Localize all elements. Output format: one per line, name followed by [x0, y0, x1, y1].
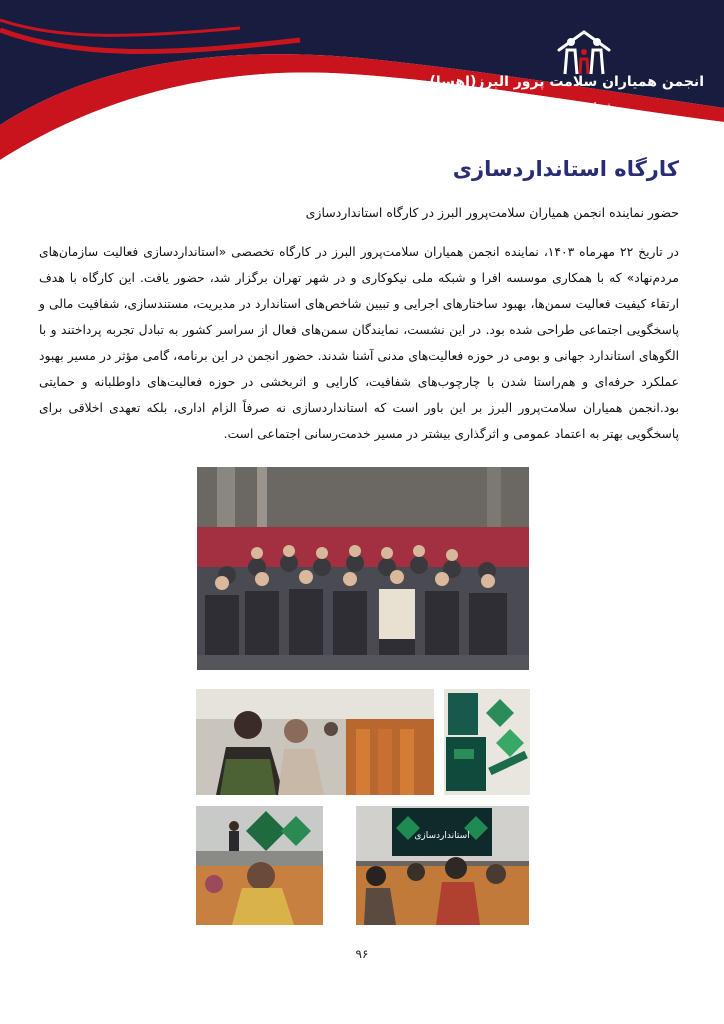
presentation-screen-icon	[356, 806, 529, 925]
article-body: در تاریخ ۲۲ مهرماه ۱۴۰۳، نماینده انجمن همیاران سلامت‌پرور البرز در کارگاه تخصصی «استانداردسازی فعالیت سازمان‌های مردم‌نهاد» که با همکاری موسسه افرا و شبکه ملی نیکوکاری و در شهر تهران برگزار شد، حضور یافت. این کارگاه با هدف ارتقاء کیفیت فعالیت سمن‌ها، بهبود ساختارهای اجرایی و تبیین شاخص‌های استاندارد در مدیریت، مستندسازی، شفافیت مالی و پاسخگویی اجتماعی طراحی شده بود. در این نشست، نمایندگان سمن‌های فعال از سراسر کشور به تبادل تجربه پرداختند و با الگوهای استاندارد جهانی و بومی در حوزه فعالیت‌های مدنی آشنا شدند. حضور انجمن در این برنامه، گامی مؤثر در مسیر بهبود عملکرد حرفه‌ای و هم‌راستا شدن با چارچوب‌های شفافیت، کارایی و اثربخشی در حوزه فعالیت‌های داوطلبانه و حمایتی بود.انجمن همیاران سلامت‌پرور البرز بر این باور است که استانداردسازی نه صرفاً الزام اداری، بلکه تعهدی اخلاقی برای پاسخگویی بهتر به اعتماد عمومی و اثرگذاری بیشتر در مسیر خدمت‌رسانی اجتماعی است.	[39, 245, 679, 441]
audience-photo-icon	[196, 689, 434, 795]
article-subtitle: حضور نماینده انجمن همیاران سلامت‌پرور البرز در کارگاه استانداردسازی	[305, 205, 679, 220]
page-number: ۹۶	[355, 947, 369, 961]
page-title: کارگاه استانداردسازی	[452, 157, 679, 181]
screen-title: استانداردسازی	[414, 831, 470, 841]
registration-number: شماره ثبت : ۲۴۲۳	[521, 100, 614, 114]
org-name: انجمن همیاران سلامت پرور البرز(اهسا)	[429, 74, 704, 90]
speaker-photo-icon	[196, 806, 323, 925]
group-photo-icon	[197, 467, 529, 670]
workshop-materials-icon	[444, 689, 530, 795]
page-header	[0, 0, 724, 170]
